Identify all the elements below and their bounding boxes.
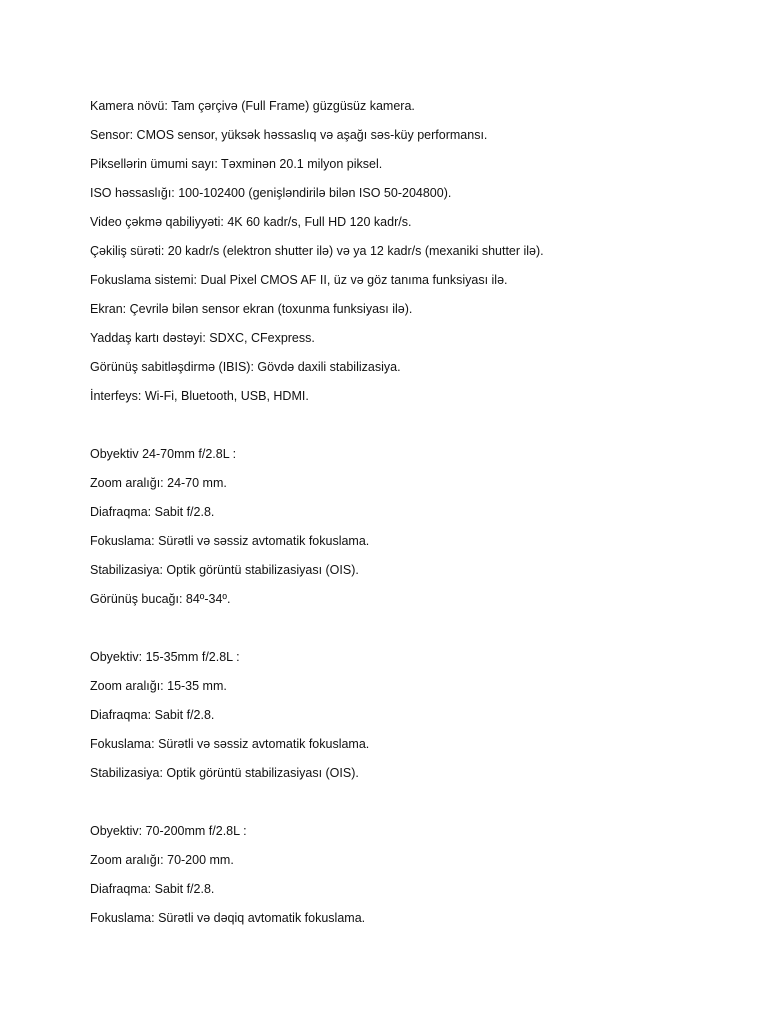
lens-15-35-zoom: Zoom aralığı: 15-35 mm.	[90, 679, 227, 693]
camera-specs-section	[90, 92, 730, 411]
lens-24-70-zoom: Zoom aralığı: 24-70 mm.	[90, 476, 227, 490]
lens-15-35-aperture: Diafraqma: Sabit f/2.8.	[90, 708, 215, 722]
interface-line: İnterfeys: Wi-Fi, Bluetooth, USB, HDMI.	[90, 389, 309, 403]
lens-15-35-title: Obyektiv: 15-35mm f/2.8L :	[90, 650, 240, 664]
lens-24-70-section	[90, 440, 730, 614]
sensor-line: Sensor: CMOS sensor, yüksək həssaslıq və aşağı səs-küy performansı.	[90, 128, 488, 142]
iso-line: ISO həssaslığı: 100-102400 (genişləndirilə bilən ISO 50-204800).	[90, 186, 452, 200]
lens-24-70-title: Obyektiv 24-70mm f/2.8L :	[90, 447, 237, 461]
document-page	[90, 92, 730, 933]
lens-24-70-angle: Görünüş bucağı: 84º-34º.	[90, 592, 231, 606]
pixel-count-line: Piksellərin ümumi sayı: Təxminən 20.1 milyon piksel.	[90, 157, 383, 171]
camera-type-line: Kamera növü: Tam çərçivə (Full Frame) güzgüsüz kamera.	[90, 99, 415, 113]
shooting-speed-line: Çəkiliş sürəti: 20 kadr/s (elektron shutter ilə) və ya 12 kadr/s (mexaniki shutter ilə).	[90, 244, 544, 258]
lens-24-70-stabilization: Stabilizasiya: Optik görüntü stabilizasiyası (OIS).	[90, 563, 359, 577]
lens-70-200-section	[90, 817, 730, 933]
screen-line: Ekran: Çevrilə bilən sensor ekran (toxunma funksiyası ilə).	[90, 302, 413, 316]
lens-15-35-section	[90, 643, 730, 788]
lens-15-35-stabilization: Stabilizasiya: Optik görüntü stabilizasiyası (OIS).	[90, 766, 359, 780]
focus-system-line: Fokuslama sistemi: Dual Pixel CMOS AF II, üz və göz tanıma funksiyası ilə.	[90, 273, 508, 287]
video-line: Video çəkmə qabiliyyəti: 4K 60 kadr/s, Full HD 120 kadr/s.	[90, 215, 412, 229]
ibis-line: Görünüş sabitləşdirmə (IBIS): Gövdə daxili stabilizasiya.	[90, 360, 401, 374]
lens-70-200-aperture: Diafraqma: Sabit f/2.8.	[90, 882, 215, 896]
lens-15-35-focus: Fokuslama: Sürətli və səssiz avtomatik fokuslama.	[90, 737, 370, 751]
lens-24-70-focus: Fokuslama: Sürətli və səssiz avtomatik fokuslama.	[90, 534, 370, 548]
lens-24-70-aperture: Diafraqma: Sabit f/2.8.	[90, 505, 215, 519]
lens-70-200-title: Obyektiv: 70-200mm f/2.8L :	[90, 824, 247, 838]
memory-card-line: Yaddaş kartı dəstəyi: SDXC, CFexpress.	[90, 331, 315, 345]
lens-70-200-zoom: Zoom aralığı: 70-200 mm.	[90, 853, 234, 867]
lens-70-200-focus: Fokuslama: Sürətli və dəqiq avtomatik fokuslama.	[90, 911, 366, 925]
